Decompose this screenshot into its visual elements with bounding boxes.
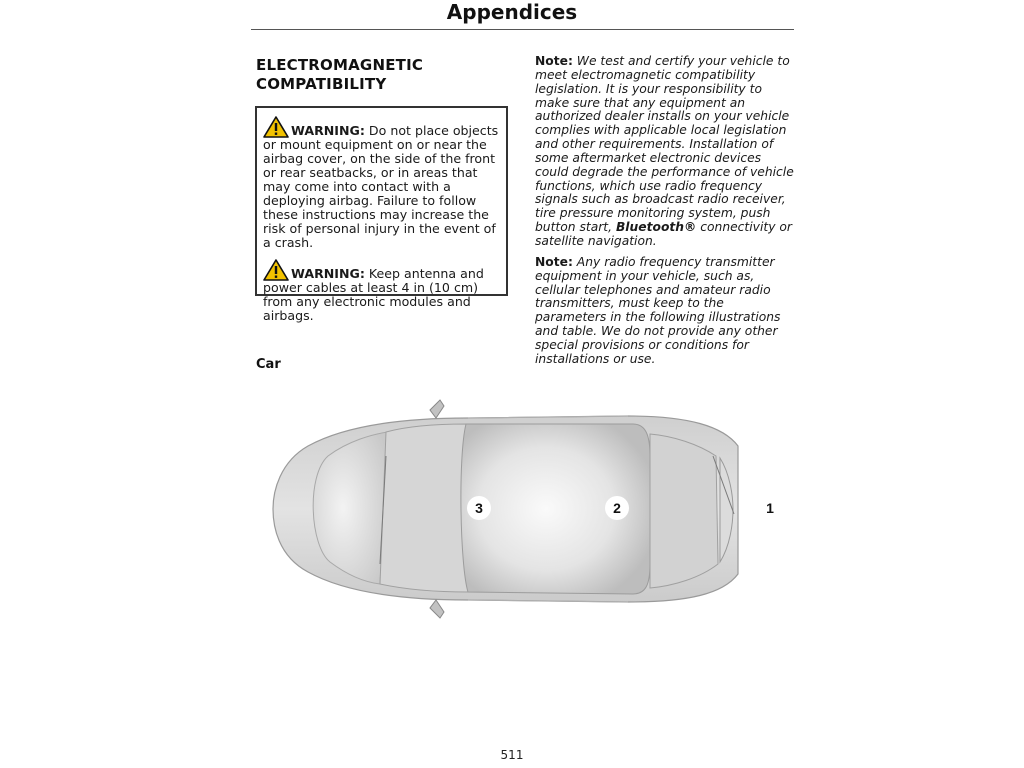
warning-triangle-icon (263, 259, 289, 281)
note-2 (535, 256, 797, 367)
svg-text:3: 3 (475, 500, 483, 516)
svg-text:1: 1 (766, 500, 774, 516)
note-emphasis: Bluetooth® (615, 220, 697, 235)
note-label: Note: (535, 254, 573, 269)
note-text: Any radio frequency transmitter equipment in your vehicle, such as, cellular telephones and amateur radio transmitters, must keep to the parameters in the following illustrations and table. We do not provide any other special provisions or conditions for installations or use. (535, 254, 781, 366)
header-divider (251, 29, 794, 30)
note-label: Note: (535, 54, 573, 68)
warning-label: WARNING: (291, 123, 365, 138)
warning-text: Keep antenna and power cables at least 4 in (10 cm) from any electronic modules and airbags. (263, 266, 484, 323)
page-header-title: Appendices (446, 0, 578, 24)
callout-2 (605, 496, 629, 520)
notes-column (535, 55, 797, 374)
note-text: We test and certify your vehicle to meet electromagnetic compatibility legislation. It is your responsibility to make sure that any equipment an authorized dealer installs on your vehicle complies with applicable local legislation and other requirements. Installation of some aftermarket electronic devices could degrade the performance of vehicle functions, which use radio frequency signals such as broadcast radio receiver, tire pressure monitoring system, push button start, (535, 54, 794, 235)
warning-1 (263, 116, 500, 250)
warning-box (255, 106, 508, 323)
page-number: 511 (500, 748, 524, 762)
car-top-view (268, 396, 788, 621)
car-illustration (268, 396, 788, 621)
note-text-after: connectivity or satellite navigation. (535, 220, 792, 248)
section-title: ELECTROMAGNETIC COMPATIBILITY (256, 56, 424, 93)
svg-text:2: 2 (613, 500, 621, 516)
callout-1 (766, 500, 774, 516)
warning-label: WARNING: (291, 266, 365, 281)
callout-3 (467, 496, 491, 520)
warning-text: Do not place objects or mount equipment on or near the airbag cover, on the side of the front or rear seatbacks, or in areas that may come into contact with a deploying airbag. Failure to follow these instructions may increase the risk of personal injury in the event of a crash. (263, 123, 499, 250)
warning-2 (263, 259, 500, 323)
figure-caption: Car (256, 357, 281, 372)
note-1 (535, 55, 797, 249)
warning-triangle-icon (263, 116, 289, 138)
